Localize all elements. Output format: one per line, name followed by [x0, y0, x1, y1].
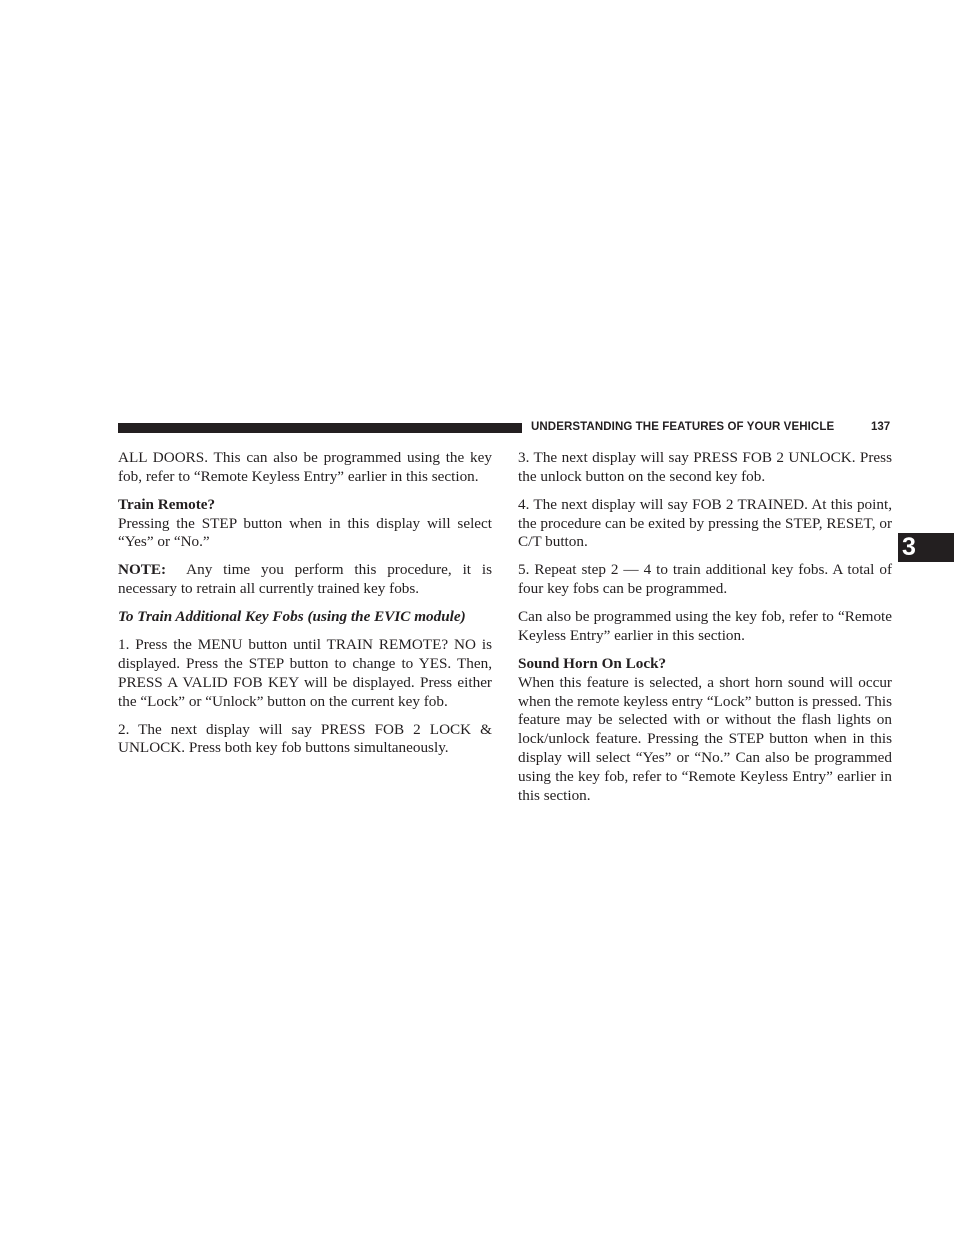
header-rule: [118, 423, 522, 433]
note-label: NOTE:: [118, 561, 167, 579]
train-remote-heading: Train Remote?: [118, 495, 216, 513]
step-4: 4. The next display will say FOB 2 TRAINED. At this point, the procedure can be exited by pressing the STEP, RESET, or C/T button.: [518, 495, 892, 551]
left-column: [118, 449, 492, 767]
also-programmed-text: Can also be programmed using the key fob, refer to “Remote Keyless Entry” earlier in this section.: [518, 608, 892, 644]
step-5: 5. Repeat step 2 — 4 to train additional key fobs. A total of four key fobs can be programmed.: [518, 561, 892, 598]
note-paragraph: [118, 561, 492, 599]
additional-fobs-heading: To Train Additional Key Fobs (using the EVIC module): [118, 608, 466, 626]
page-header-title: UNDERSTANDING THE FEATURES OF YOUR VEHICLE: [531, 421, 835, 433]
step-1: 1. Press the MENU button until TRAIN REMOTE? NO is displayed. Press the STEP button to change to YES. Then, PRESS A VALID FOB KEY will be displayed. Press either the “Lock” or “Unlock” button on the current key fob.: [118, 636, 492, 710]
step-3: 3. The next display will say PRESS FOB 2 UNLOCK. Press the unlock button on the second key fob.: [518, 449, 892, 485]
step-2: 2. The next display will say PRESS FOB 2 LOCK & UNLOCK. Press both key fob buttons simultaneously.: [118, 720, 492, 757]
note-text: Any time you perform this procedure, it is necessary to retrain all currently trained key fobs.: [118, 561, 492, 598]
page-number: 137: [871, 421, 891, 433]
train-remote-text: Pressing the STEP button when in this display will select “Yes” or “No.”: [118, 514, 492, 551]
right-column: [518, 449, 892, 814]
sound-horn-text: When this feature is selected, a short horn sound will occur when the remote keyless entry “Lock” button is pressed. This feature may be selected with or without the flash lights on lock/unlock feature. Pressing the STEP button when in this display will select “Yes” or “No.” Can also be programmed using the key fob, refer to “Remote Keyless Entry” earlier in this section.: [518, 673, 892, 804]
chapter-tab: 3: [898, 533, 954, 562]
sound-horn-heading: Sound Horn On Lock?: [518, 654, 667, 672]
paragraph-all-doors: ALL DOORS. This can also be programmed using the key fob, refer to “Remote Keyless Entry” earlier in this section.: [118, 449, 492, 485]
